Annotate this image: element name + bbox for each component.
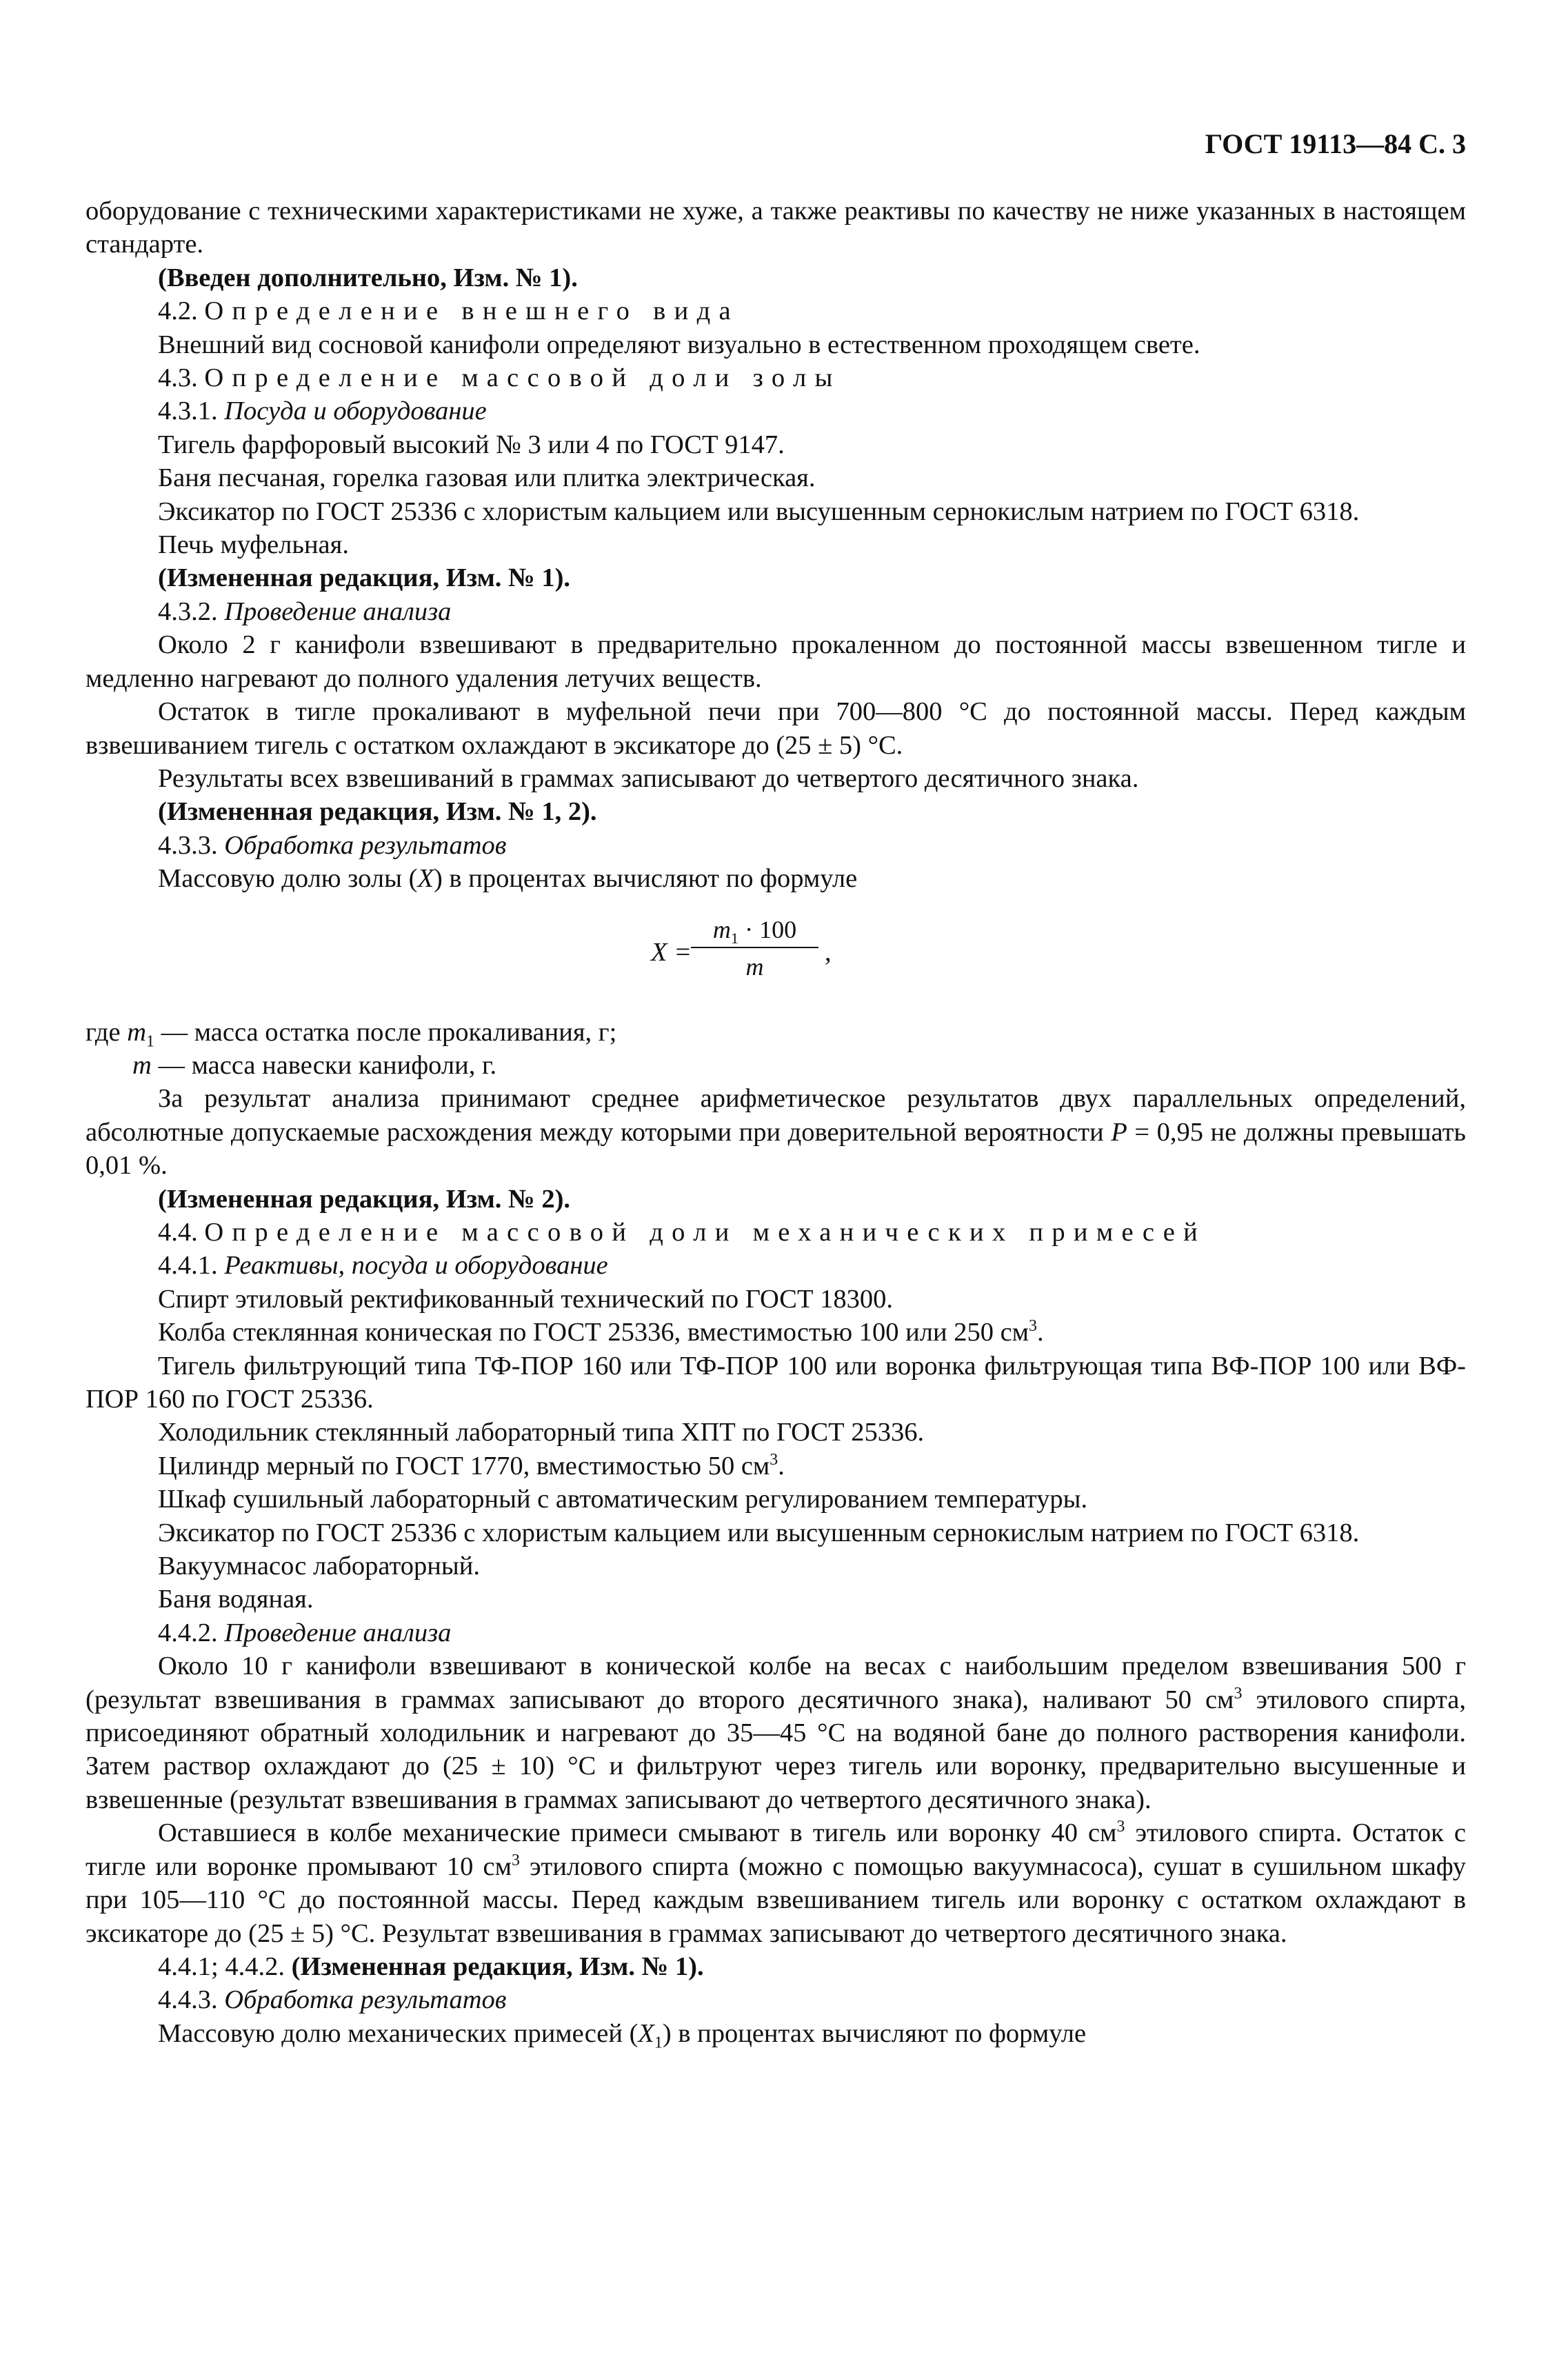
paragraph: Оставшиеся в колбе механические примеси смывают в тигель или воронку 40 $см^3$ этилового спирта. Остаток с тигле или воронке промывают 10 $см^3$ этилового спирта (можно с помощью вакуумнасоса), сушат в сушильном шкафу при 105—110 °С до постоянной массы. Перед каждым взвешиванием тигель или воронку с остатком охлаждают в эксикаторе до (25 ± 5) °С. Результат взвешивания в граммах записывают до четвертого десятичного знака.	[86, 1818, 1466, 1948]
formula-numerator: $m_1 \cdot 100$	[712, 915, 797, 947]
paragraph: Холодильник стеклянный лабораторный типа ХПТ по ГОСТ 25336.	[158, 1418, 925, 1447]
paragraph: Около 10 г канифоли взвешивают в конической колбе на весах с наибольшим пределом взвешивания 500 г (результат взвешивания в граммах записывают до второго десятичного знака), наливают 50 $см^3$ этилового спирта, присоединяют обратный холодильник и нагревают до 35—45 °С на водяной бане до полного растворения канифоли. Затем раствор охлаждают до (25 ± 10) °С и фильтруют через тигель или воронку, предварительно высушенные и взвешенные (результат взвешивания в граммах записывают до четвертого десятичного знака).	[86, 1652, 1466, 1814]
subsection-heading: 4.3.3. Обработка результатов	[158, 830, 507, 860]
paragraph: оборудование с техническими характеристиками не хуже, а также реактивы по качеству не ниже указанных в настоящем стандарте.	[86, 197, 1466, 259]
section-heading: 4.2. Определение внешнего вида	[158, 297, 739, 326]
subsection-heading: 4.4.3. Обработка результатов	[158, 1985, 507, 2015]
paragraph: Колба стеклянная коническая по ГОСТ 25336, вместимостью 100 или 250 $см^3$.	[158, 1317, 1044, 1347]
paragraph: Цилиндр мерный по ГОСТ 1770, вместимостью 50 $см^3$.	[158, 1450, 785, 1481]
formula-ash	[86, 914, 1466, 1016]
formula-lhs: X =	[651, 937, 692, 967]
formula-legend: где $m_1$ — масса остатка после прокаливания, г;	[86, 1017, 617, 1051]
subsection-heading: 4.3.2. Проведение анализа	[158, 596, 452, 626]
paragraph: Тигель фарфоровый высокий № 3 или 4 по ГОСТ 9147.	[158, 430, 785, 459]
paragraph: Спирт этиловый ректификованный технический по ГОСТ 18300.	[158, 1284, 893, 1314]
paragraph: Баня водяная.	[158, 1585, 314, 1614]
formula-fraction	[691, 914, 818, 983]
paragraph: Вакуумнасос лабораторный.	[158, 1552, 480, 1581]
formula-comma: ,	[825, 937, 832, 967]
amendment-note: (Измененная редакция, Изм. № 1, 2).	[158, 797, 597, 827]
formula-denominator: m	[745, 952, 764, 981]
paragraph: Эксикатор по ГОСТ 25336 с хлористым кальцием или высушенным сернокислым натрием по ГОСТ 6318.	[158, 1518, 1360, 1547]
paragraph: Шкаф сушильный лабораторный с автоматическим регулированием температуры.	[158, 1485, 1088, 1514]
subsection-heading: 4.4.2. Проведение анализа	[158, 1618, 452, 1647]
paragraph: Массовую долю механических примесей $(X_1)$ в процентах вычисляют по формуле	[158, 2018, 1087, 2052]
amendment-note: (Измененная редакция, Изм. № 2).	[158, 1184, 571, 1214]
fraction-bar	[691, 947, 818, 948]
amendment-note: 4.4.1; 4.4.2. (Измененная редакция, Изм. № 1).	[158, 1951, 704, 1981]
paragraph: Баня песчаная, горелка газовая или плитка электрическая.	[158, 463, 816, 493]
paragraph: Эксикатор по ГОСТ 25336 с хлористым кальцием или высушенным сернокислым натрием по ГОСТ 6318.	[158, 496, 1360, 526]
amendment-note: (Измененная редакция, Изм. № 1).	[158, 563, 571, 593]
header-text: ГОСТ 19113—84 С. 3	[1205, 128, 1466, 159]
section-heading: 4.3. Определение массовой доли золы	[158, 363, 841, 393]
paragraph: Массовую долю золы (X) в процентах вычисляют по формуле	[158, 864, 858, 894]
formula-legend: m — масса навески канифоли, г.	[132, 1050, 497, 1080]
paragraph: Внешний вид сосновой канифоли определяют визуально в естественном проходящем свете.	[158, 330, 1200, 359]
section-heading: 4.4. Определение массовой доли механических примесей	[158, 1217, 1207, 1247]
paragraph: Остаток в тигле прокаливают в муфельной печи при 700—800 °С до постоянной массы. Перед каждым взвешиванием тигель с остатком охлаждают в эксикаторе до (25 ± 5) °С.	[86, 697, 1466, 760]
paragraph: Печь муфельная.	[158, 530, 349, 560]
page-header	[1205, 126, 1466, 163]
paragraph: Результаты всех взвешиваний в граммах записывают до четвертого десятичного знака.	[158, 763, 1139, 793]
paragraph: Тигель фильтрующий типа ТФ-ПОР 160 или ТФ-ПОР 100 или воронка фильтрующая типа ВФ-ПОР 100 или ВФ-ПОР 160 по ГОСТ 25336.	[86, 1351, 1466, 1414]
subsection-heading: 4.4.1. Реактивы, посуда и оборудование	[158, 1251, 608, 1281]
paragraph: Около 2 г канифоли взвешивают в предварительно прокаленном до постоянной массы взвешенном тигле и медленно нагревают до полного удаления летучих веществ.	[86, 630, 1466, 693]
amendment-note: (Введен дополнительно, Изм. № 1).	[158, 263, 578, 292]
subsection-heading: 4.3.1. Посуда и оборудование	[158, 397, 487, 426]
paragraph: За результат анализа принимают среднее арифметическое результатов двух параллельных определений, абсолютные допускаемые расхождения между которыми при доверительной вероятности P = 0,95 не должны превышать 0,01 %.	[86, 1084, 1466, 1181]
document-body	[86, 194, 1466, 2050]
